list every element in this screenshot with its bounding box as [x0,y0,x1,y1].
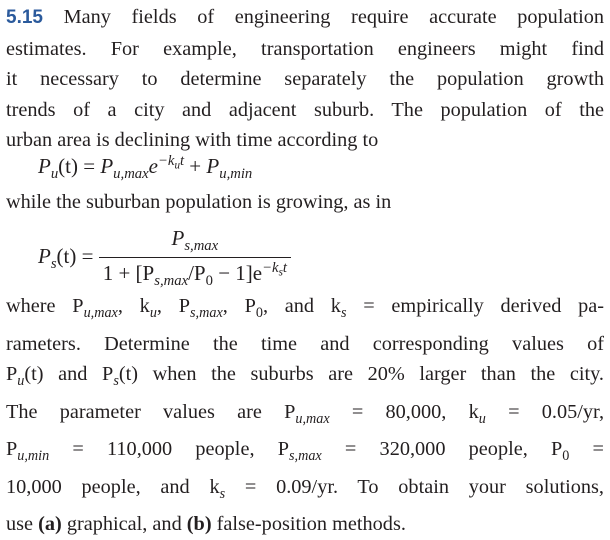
fraction [99,226,291,290]
body-line-7: use (a) graphical, and (b) false-position methods. [6,513,406,536]
between-text: while the suburban population is growing, as in [6,191,392,213]
part-a-label: (a) [38,513,62,536]
intro-line-3: it necessary to determine separately the population growth [6,68,604,91]
body-line-5: $P_{u,min} = 110,000$ people, $P_{s,max} = 320,000$ people, $P_0$ = [6,438,604,465]
part-b-label: (b) [186,513,212,536]
equation-urban-population: $P_u(t) = P_{u,max}e^{-k_ut} + P_{u,min}$ [38,153,253,183]
body-line-6: 10,000 people, and $k_s = 0.09/yr$. To obtain your solutions, [6,475,604,502]
fraction-denominator: $1 + [P_{s,max}/P_0 - 1]e^{-k_st}$ [99,257,291,290]
problem-number: 5.15 [6,7,43,28]
intro-line-4: trends of a city and adjacent suburb. The population of the [6,98,604,121]
body-line-2: rameters. Determine the time and corresponding values of [6,332,604,355]
problem-body [6,291,604,540]
equation-suburban-population: $P_s(t)$ = $\frac{P_{s,max}}{1 + [P_{s,max}/P_0 - 1]e^{-k_st}}$ [38,226,291,290]
body-line-3: $P_u(t)$ and $P_s(t)$ when the suburbs are 20% larger than the city. [6,363,604,390]
intro-line-2: estimates. For example, transportation engineers might find [6,37,604,60]
body-line-4: The parameter values are $P_{u,max} = 80,000$, $k_u = 0.05/yr$, [6,400,605,427]
fraction-numerator: $P_{s,max}$ [171,226,219,255]
body-line-1: where $P_{u,max}$, $k_u$, $P_{s,max}$, $P_0$, and $k_s$ = empirically derived pa- [6,295,604,321]
problem-intro [6,2,604,156]
intro-line-5: urban area is declining with time according to [6,129,379,152]
intro-line-1: 5.15 Many fields of engineering require accurate population [6,6,605,28]
